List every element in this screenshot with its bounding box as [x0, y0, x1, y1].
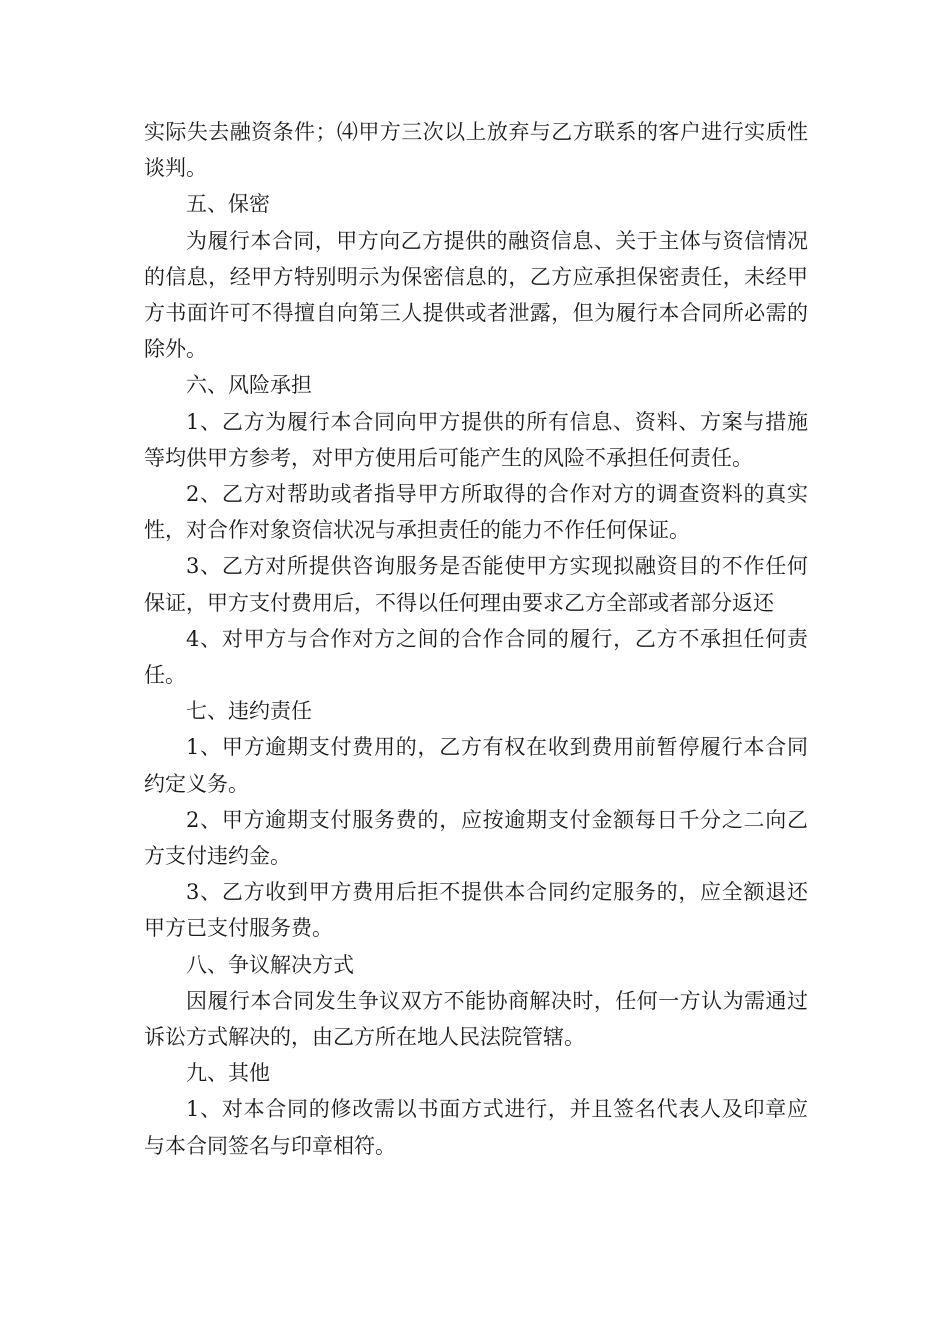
paragraph-risk-2: 2、乙方对帮助或者指导甲方所取得的合作对方的调查资料的真实性，对合作对象资信状况与承担责任的能力不作任何保证。: [144, 482, 808, 543]
section-heading-dispute: 八、争议解决方式: [186, 952, 354, 977]
document-page: [144, 114, 808, 1164]
paragraph-liability-3: 3、乙方收到甲方费用后拒不提供本合同约定服务的，应全额退还甲方已支付服务费。: [144, 880, 808, 941]
paragraph-other-1: 1、对本合同的修改需以书面方式进行，并且签名代表人及印章应与本合同签名与印章相符。: [144, 1097, 808, 1158]
paragraph-confidentiality: 为履行本合同，甲方向乙方提供的融资信息、关于主体与资信情况的信息，经甲方特别明示为保密信息的，乙方应承担保密责任，未经甲方书面许可不得擅自向第三人提供或者泄露，但为履行本合同所必需的除外。: [144, 228, 808, 362]
section-heading-risk: 六、风险承担: [186, 373, 312, 398]
paragraph-risk-3: 3、乙方对所提供咨询服务是否能使甲方实现拟融资目的不作任何保证，甲方支付费用后，不得以任何理由要求乙方全部或者部分返还: [144, 554, 808, 615]
paragraph-liability-1: 1、甲方逾期支付费用的，乙方有权在收到费用前暂停履行本合同约定义务。: [144, 735, 808, 796]
paragraph-risk-4: 4、对甲方与合作对方之间的合作合同的履行，乙方不承担任何责任。: [144, 626, 808, 688]
section-heading-confidentiality: 五、保密: [186, 192, 270, 217]
section-heading-liability: 七、违约责任: [186, 699, 312, 724]
paragraph-dispute: 因履行本合同发生争议双方不能协商解决时，任何一方认为需通过诉讼方式解决的，由乙方所在地人民法院管辖。: [144, 988, 808, 1050]
paragraph-risk-1: 1、乙方为履行本合同向甲方提供的所有信息、资料、方案与措施等均供甲方参考，对甲方使用后可能产生的风险不承担任何责任。: [144, 409, 808, 470]
paragraph-continuation: 实际失去融资条件；⑷甲方三次以上放弃与乙方联系的客户进行实质性谈判。: [144, 120, 808, 181]
paragraph-liability-2: 2、甲方逾期支付服务费的，应按逾期支付金额每日千分之二向乙方支付违约金。: [144, 807, 808, 869]
section-heading-other: 九、其他: [186, 1061, 270, 1086]
